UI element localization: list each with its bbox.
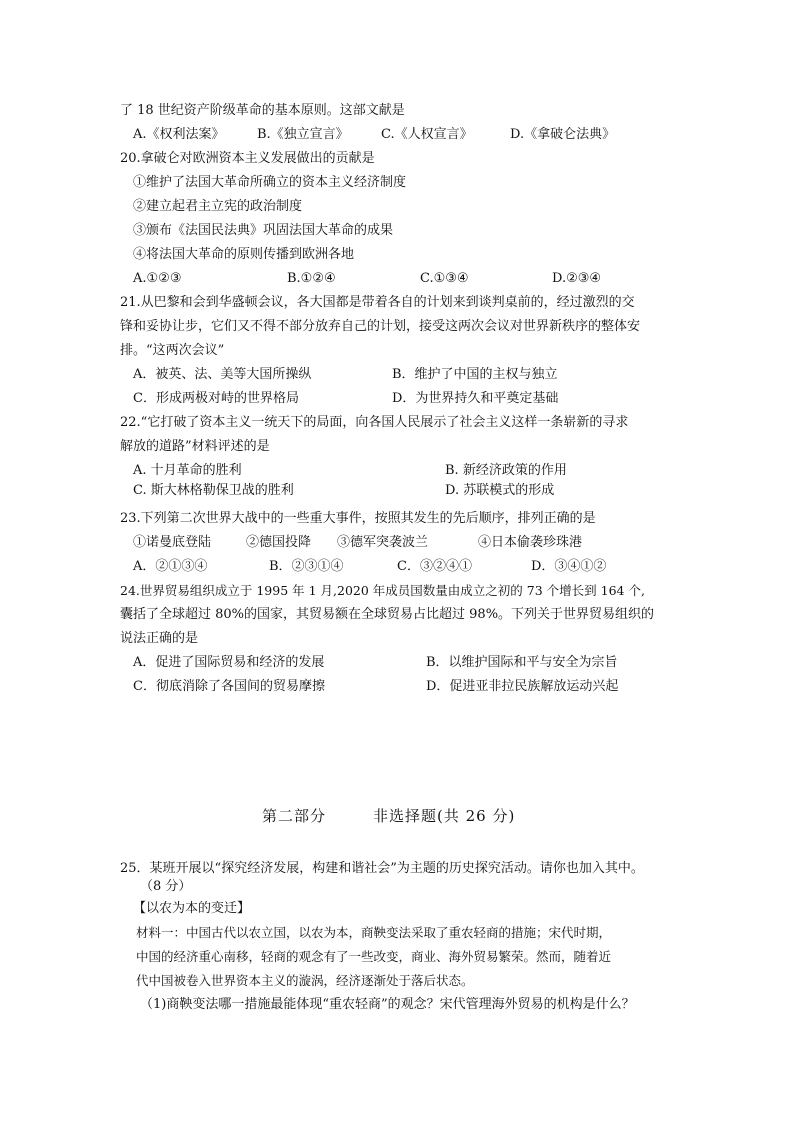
q20-option-a: A.①②③: [133, 271, 182, 286]
q25-material-line-1: 材料一：中国古代以农立国，以农为本，商鞅变法采取了重农轻商的措施；宋代时期，: [136, 925, 612, 940]
q22-option-a: A. 十月革命的胜利: [133, 463, 242, 478]
q20-item-4: ④将法国大革命的原则传播到欧洲各地: [133, 247, 355, 262]
q21-option-b: B．维护了中国的主权与独立: [392, 367, 558, 382]
q23-option-a: A．②①③④: [133, 559, 208, 574]
q21-option-a: A．被英、法、美等大国所操纵: [133, 367, 312, 382]
q25-subquestion-1: （1)商鞅变法哪一措施最能体现“重农轻商”的观念？宋代管理海外贸易的机构是什么？: [140, 997, 635, 1012]
q23-item-1: ①诺曼底登陆: [133, 535, 212, 550]
q24-option-a: A．促进了国际贸易和经济的发展: [133, 655, 325, 670]
q23-item-2: ②德国投降: [246, 535, 312, 550]
q19-option-c: C.《人权宣言》: [381, 127, 473, 142]
q20-item-2: ②建立起君主立宪的政治制度: [133, 199, 303, 214]
q21-stem-line-1: 21.从巴黎和会到华盛顿会议，各大国都是带着各自的计划来到谈判桌前的，经过激烈的交: [120, 295, 635, 310]
q23-item-3: ③德军突袭波兰: [337, 535, 429, 550]
q22-stem-line-2: 解放的道路”材料评述的是: [120, 439, 270, 454]
q24-option-d: D．促进亚非拉民族解放运动兴起: [426, 679, 619, 694]
q25-score: （8 分）: [140, 879, 192, 894]
q21-stem-line-3: 排。“这两次会议”: [120, 343, 225, 358]
q23-option-d: D．③④①②: [531, 559, 607, 574]
q23-stem: 23.下列第二次世界大战中的一些重大事件，按照其发生的先后顺序，排列正确的是: [120, 511, 596, 526]
q21-stem-line-2: 锋和妥协让步，它们又不得不部分放弃自己的计划，接受这两次会议对世界新秩序的整体安: [120, 319, 641, 334]
q19-option-b: B.《独立宣言》: [257, 127, 349, 142]
q21-option-c: C．形成两极对峙的世界格局: [133, 391, 299, 406]
q19-option-a: A.《权利法案》: [133, 127, 225, 142]
q20-option-d: D.②③④: [552, 271, 602, 286]
q20-stem: 20.拿破仑对欧洲资本主义发展做出的贡献是: [120, 151, 375, 166]
part-two-label: 第二部分: [262, 807, 327, 825]
q25-section-heading: 【以农为本的变迁】: [133, 901, 251, 916]
q20-item-1: ①维护了法国大革命所确立的资本主义经济制度: [133, 175, 407, 190]
q25-material-line-2: 中国的经济重心南移，轻商的观念有了一些改变，商业、海外贸易繁荣。然而，随着近: [136, 949, 612, 964]
q25-stem: 25．某班开展以“探究经济发展，构建和谐社会”为主题的历史探究活动。请你也加入其中。: [120, 861, 644, 876]
q24-option-c: C．彻底消除了各国间的贸易摩擦: [133, 679, 325, 694]
q20-item-3: ③颁布《法国民法典》巩固法国大革命的成果: [133, 223, 394, 238]
q22-option-d: D. 苏联模式的形成: [445, 483, 555, 498]
q24-option-b: B．以维护国际和平与安全为宗旨: [426, 655, 618, 670]
part-two-title: 非选择题(共 26 分): [373, 807, 516, 825]
q23-option-b: B．②③①④: [269, 559, 344, 574]
q24-stem-line-3: 说法正确的是: [120, 631, 199, 646]
q23-option-c: C．③②④①: [397, 559, 472, 574]
q24-stem-line-2: 囊括了全球超过 80%的国家，其贸易额在全球贸易占比超过 98%。下列关于世界贸易组织的: [120, 607, 655, 622]
q25-material-line-3: 代中国被卷入世界资本主义的漩涡，经济逐渐处于落后状态。: [136, 973, 474, 988]
q22-option-b: B. 新经济政策的作用: [445, 463, 567, 478]
q19-option-d: D.《拿破仑法典》: [510, 127, 616, 142]
q24-stem-line-1: 24.世界贸易组织成立于 1995 年 1 月,2020 年成员国数量由成立之初的 73 个增长到 164 个,: [120, 583, 645, 598]
q21-option-d: D．为世界持久和平奠定基础: [392, 391, 559, 406]
q23-item-4: ④日本偷袭珍珠港: [478, 535, 583, 550]
q20-option-b: B.①②④: [287, 271, 336, 286]
q20-option-c: C.①③④: [420, 271, 469, 286]
q22-option-c: C. 斯大林格勒保卫战的胜利: [133, 483, 294, 498]
q22-stem-line-1: 22.“它打破了资本主义一统天下的局面，向各国人民展示了社会主义这样一条崭新的寻求: [120, 415, 629, 430]
q19-stem-tail: 了 18 世纪资产阶级革命的基本原则。这部文献是: [120, 103, 405, 118]
